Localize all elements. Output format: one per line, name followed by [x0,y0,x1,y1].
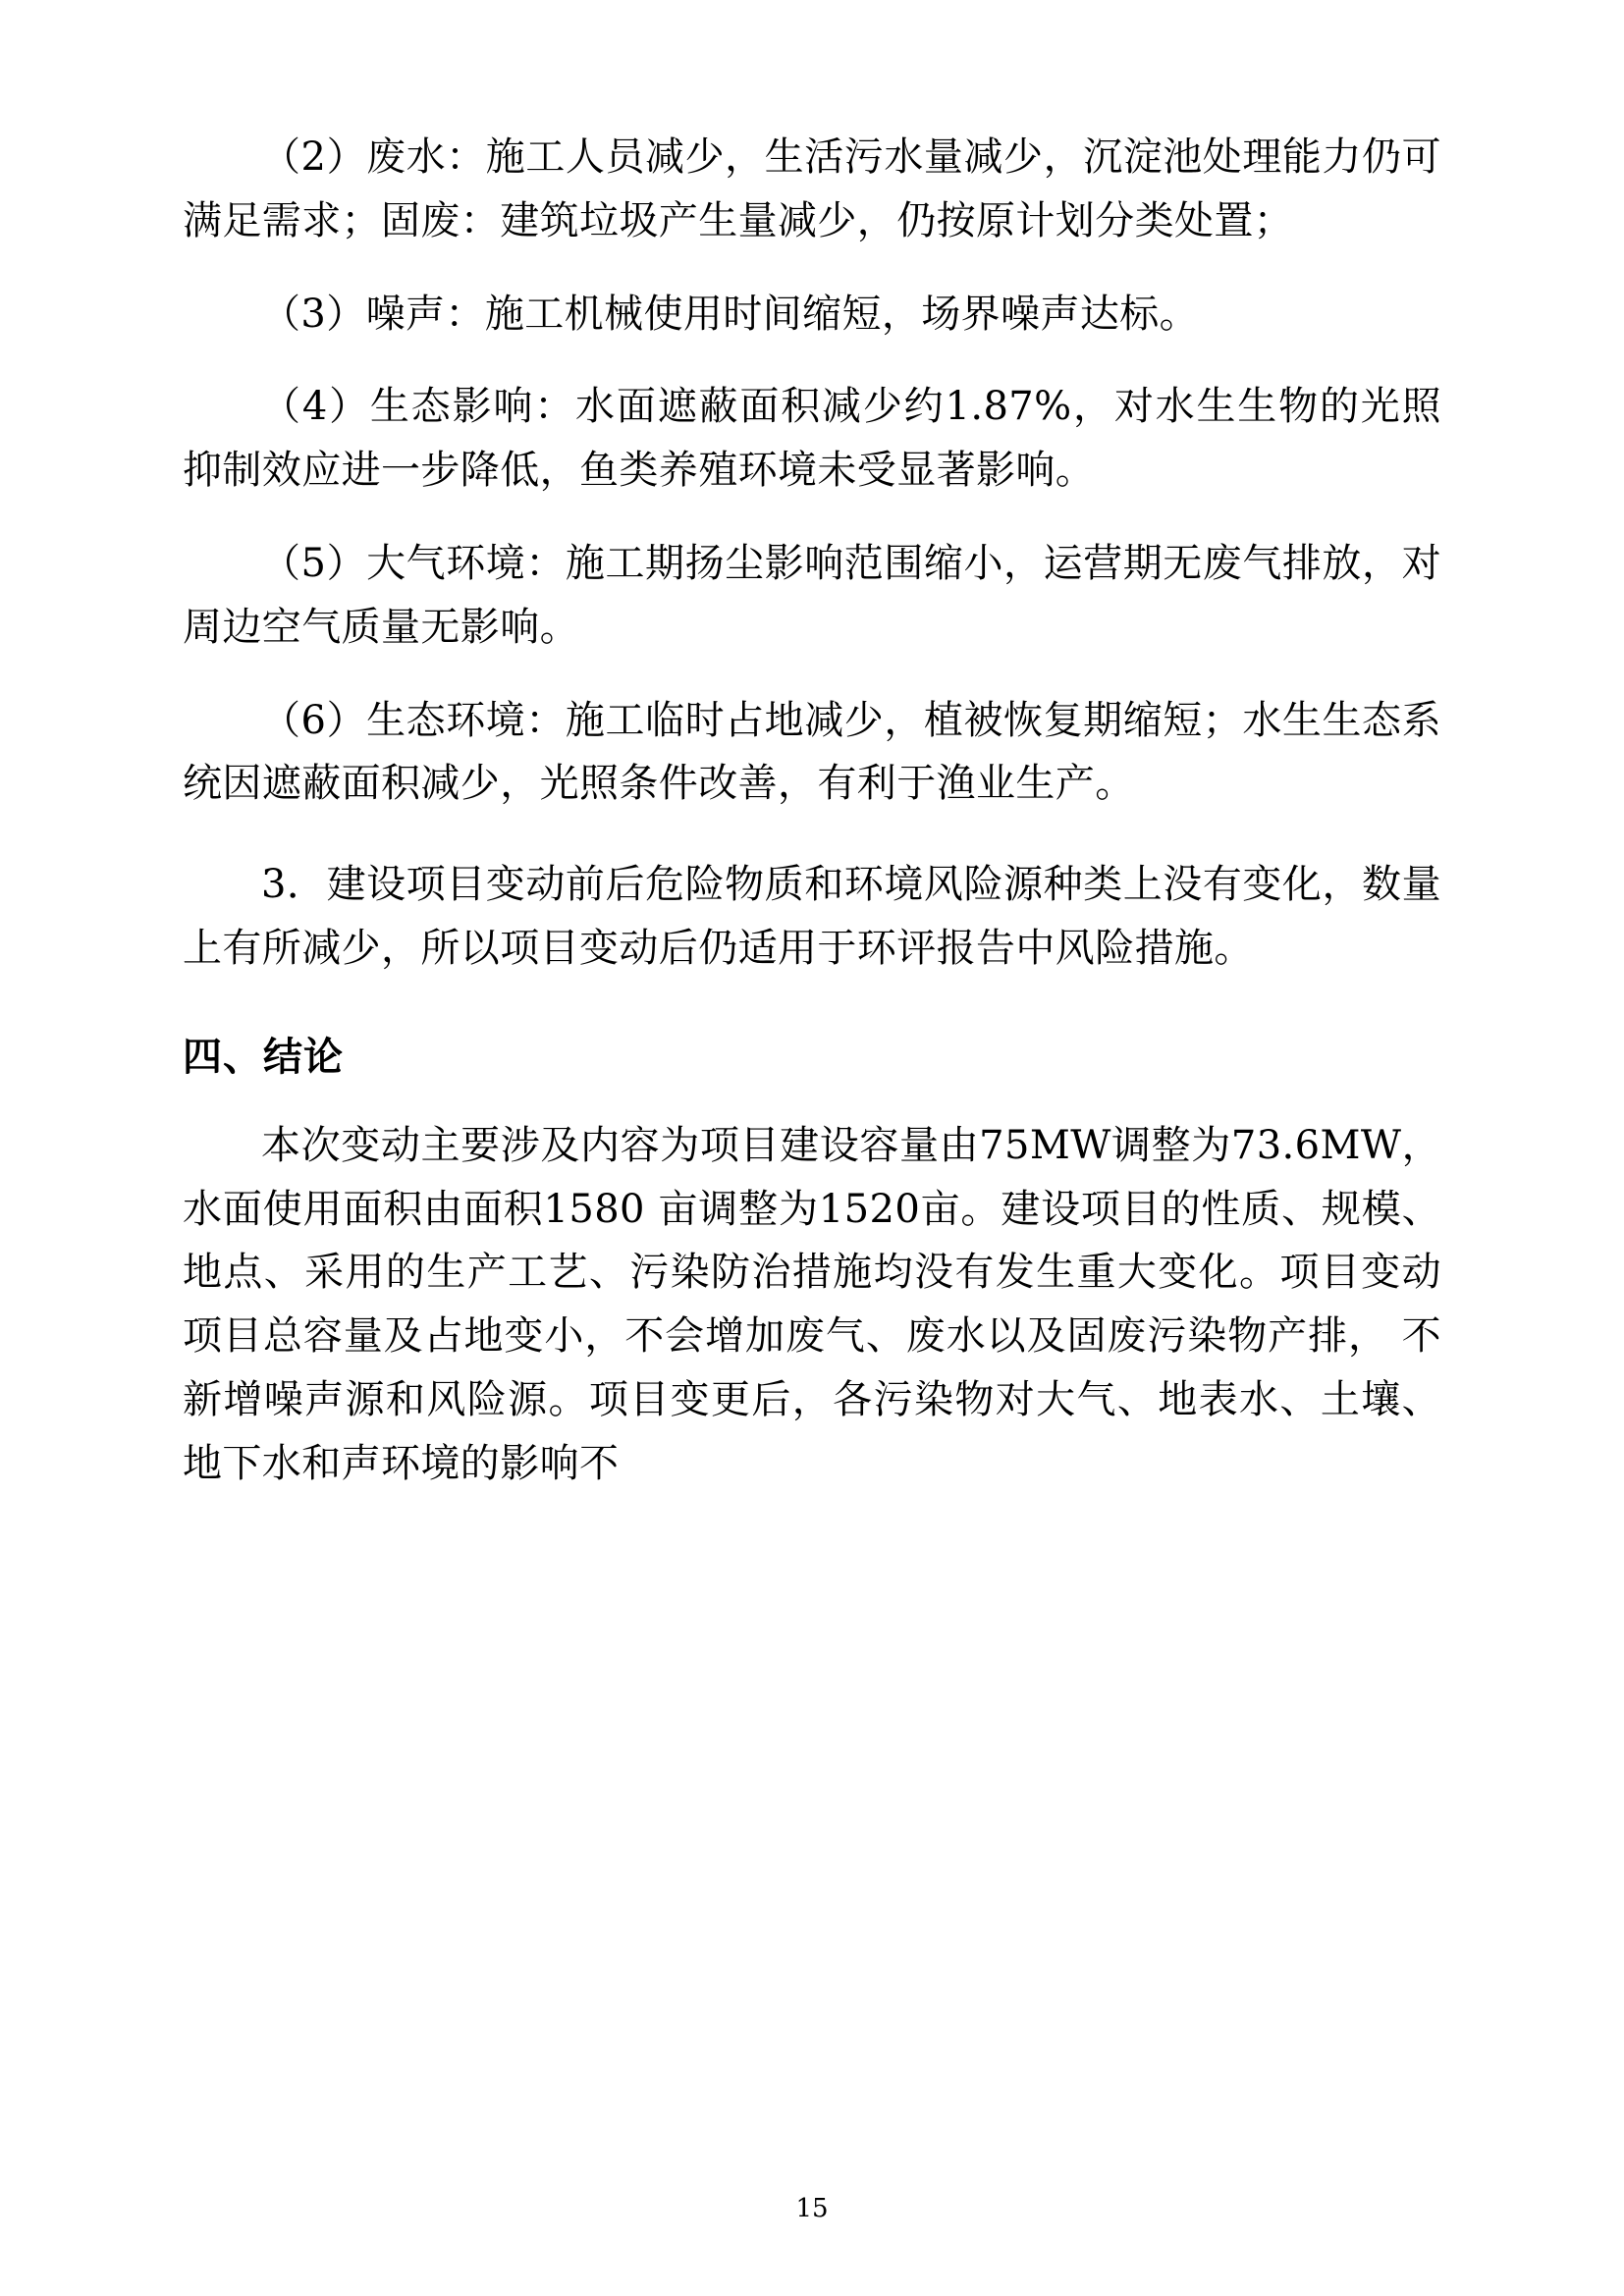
page-number: 15 [795,2194,829,2223]
paragraph-eco-environment: （6）生态环境：施工临时占地减少，植被恢复期缩短；水生生态系统因遮蔽面积减少，光照条件改善，有利于渔业生产。 [183,697,1441,807]
paragraph-noise: （3）噪声：施工机械使用时间缩短，场界噪声达标。 [261,291,1200,337]
paragraph-air-environment: （5）大气环境：施工期扬尘影响范围缩小，运营期无废气排放，对周边空气质量无影响。 [183,540,1441,650]
paragraph-waste-water: （2）废水：施工人员减少，生活污水量减少，沉淀池处理能力仍可满足需求；固废：建筑垃圾产生量减少，仍按原计划分类处置； [183,134,1441,243]
paragraph-risk-measures: 3．建设项目变动前后危险物质和环境风险源种类上没有变化，数量上有所减少，所以项目变动后仍适用于环评报告中风险措施。 [183,862,1441,971]
paragraph-conclusion: 本次变动主要涉及内容为项目建设容量由75MW调整为73.6MW，水面使用面积由面积1580 亩调整为1520亩。建设项目的性质、规模、地点、采用的生产工艺、污染防治措施均没有发生重大变化。项目变动项目总容量及占地变小，不会增加废气、废水以及固废污染物产排， 不新增噪声源和风险源。项目变更后，各污染物对大气、地表水、土壤、地下水和声环境的影响不 [183,1122,1441,1486]
section-heading-conclusion: 四、结论 [183,1033,344,1080]
paragraph-ecological-impact: （4）生态影响：水面遮蔽面积减少约1.87%，对水生生物的光照抑制效应进一步降低，鱼类养殖环境未受显著影响。 [183,384,1441,494]
